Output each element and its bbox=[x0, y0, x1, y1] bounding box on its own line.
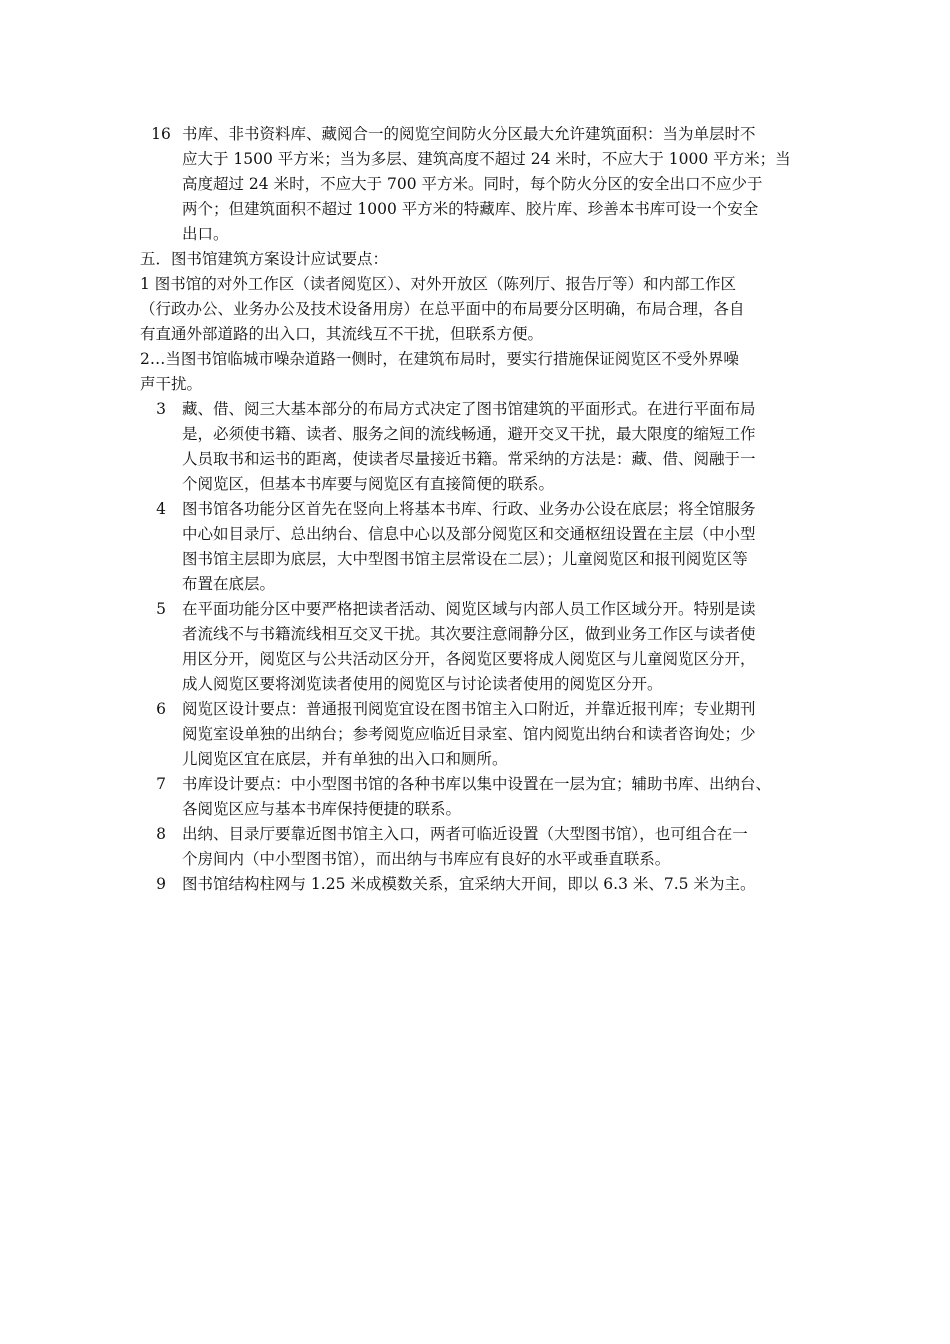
text-line: 人员取书和运书的距离，使读者尽量接近书籍。常采纳的方法是：藏、借、阅融于一 bbox=[182, 450, 756, 468]
text-line: 是，必须使书籍、读者、服务之间的流线畅通，避开交叉干扰，最大限度的缩短工作 bbox=[182, 425, 756, 443]
text-line: 书库、非书资料库、藏阅合一的阅览空间防火分区最大允许建筑面积：当为单层时不 bbox=[182, 125, 756, 143]
text-line: 图书馆结构柱网与 1.25 米成模数关系，宜采纳大开间，即以 6.3 米、7.5 米为主。 bbox=[182, 875, 756, 893]
item-number: 7 bbox=[156, 775, 166, 793]
item-number: 16 bbox=[151, 125, 171, 143]
text-line: 用区分开，阅览区与公共活动区分开，各阅览区要将成人阅览区与儿童阅览区分开， bbox=[182, 650, 756, 668]
text-line: 成人阅览区要将浏览读者使用的阅览区与讨论读者使用的阅览区分开。 bbox=[182, 675, 663, 693]
item-6 bbox=[140, 697, 820, 772]
text-line: （行政办公、业务办公及技术设备用房）在总平面中的布局要分区明确，布局合理，各自 bbox=[140, 300, 745, 318]
item-5 bbox=[140, 597, 820, 697]
item-9 bbox=[140, 872, 820, 897]
item-number: 5 bbox=[156, 600, 166, 618]
item-text bbox=[182, 772, 820, 822]
item-number: 4 bbox=[156, 500, 166, 518]
text-line: 应大于 1500 平方米；当为多层、建筑高度不超过 24 米时，不应大于 1000 平方米；当 bbox=[182, 150, 791, 168]
text-line: 阅览室设单独的出纳台；参考阅览应临近目录室、馆内阅览出纳台和读者咨询处；少 bbox=[182, 725, 756, 743]
document-body bbox=[140, 122, 820, 897]
item-number: 3 bbox=[156, 400, 166, 418]
text-line: 在平面功能分区中要严格把读者活动、阅览区域与内部人员工作区域分开。特别是读 bbox=[182, 600, 756, 618]
item-text bbox=[182, 122, 820, 247]
heading-text: 五．图书馆建筑方案设计应试要点： bbox=[140, 250, 389, 268]
text-line: 图书馆各功能分区首先在竖向上将基本书库、行政、业务办公设在底层；将全馆服务 bbox=[182, 500, 756, 518]
text-line: 布置在底层。 bbox=[182, 575, 276, 593]
item-2 bbox=[140, 347, 820, 397]
text-line: 2…当图书馆临城市噪杂道路一侧时，在建筑布局时，要实行措施保证阅览区不受外界噪 bbox=[140, 350, 739, 368]
text-line: 个阅览区，但基本书库要与阅览区有直接简便的联系。 bbox=[182, 475, 555, 493]
text-line: 个房间内（中小型图书馆），而出纳与书库应有良好的水平或垂直联系。 bbox=[182, 850, 671, 868]
text-line: 者流线不与书籍流线相互交叉干扰。其次要注意闹静分区，做到业务工作区与读者使 bbox=[182, 625, 756, 643]
text-line: 出纳、目录厅要靠近图书馆主入口，两者可临近设置（大型图书馆），也可组合在一 bbox=[182, 825, 748, 843]
text-line: 两个；但建筑面积不超过 1000 平方米的特藏库、胶片库、珍善本书库可设一个安全 bbox=[182, 200, 759, 218]
item-text bbox=[182, 597, 820, 697]
text-line: 儿阅览区宜在底层，并有单独的出入口和厕所。 bbox=[182, 750, 508, 768]
item-text bbox=[182, 697, 820, 772]
text-line: 出口。 bbox=[182, 225, 229, 243]
section-heading-5 bbox=[140, 247, 820, 272]
text-line: 图书馆主层即为底层，大中型图书馆主层常设在二层）；儿童阅览区和报刊阅览区等 bbox=[182, 550, 748, 568]
item-3 bbox=[140, 397, 820, 497]
item-text bbox=[182, 397, 820, 497]
text-line: 中心如目录厅、总出纳台、信息中心以及部分阅览区和交通枢纽设置在主层（中小型 bbox=[182, 525, 756, 543]
item-4 bbox=[140, 497, 820, 597]
item-text bbox=[182, 822, 820, 872]
item-number: 9 bbox=[156, 875, 166, 893]
item-number: 8 bbox=[156, 825, 166, 843]
item-text bbox=[182, 872, 820, 897]
text-line: 藏、借、阅三大基本部分的布局方式决定了图书馆建筑的平面形式。在进行平面布局 bbox=[182, 400, 756, 418]
text-line: 书库设计要点：中小型图书馆的各种书库以集中设置在一层为宜；辅助书库、出纳台、 bbox=[182, 775, 772, 793]
text-line: 有直通外部道路的出入口，其流线互不干扰，但联系方便。 bbox=[140, 325, 544, 343]
item-16 bbox=[140, 122, 820, 247]
item-8 bbox=[140, 822, 820, 872]
text-line: 1 图书馆的对外工作区（读者阅览区）、对外开放区（陈列厅、报告厅等）和内部工作区 bbox=[140, 275, 737, 293]
text-line: 高度超过 24 米时，不应大于 700 平方米。同时，每个防火分区的安全出口不应少于 bbox=[182, 175, 763, 193]
text-line: 阅览区设计要点：普通报刊阅览宜设在图书馆主入口附近，并靠近报刊库；专业期刊 bbox=[182, 700, 756, 718]
item-text bbox=[182, 497, 820, 597]
text-line: 声干扰。 bbox=[140, 375, 203, 393]
item-1 bbox=[140, 272, 820, 347]
item-7 bbox=[140, 772, 820, 822]
item-number: 6 bbox=[156, 700, 166, 718]
text-line: 各阅览区应与基本书库保持便捷的联系。 bbox=[182, 800, 462, 818]
